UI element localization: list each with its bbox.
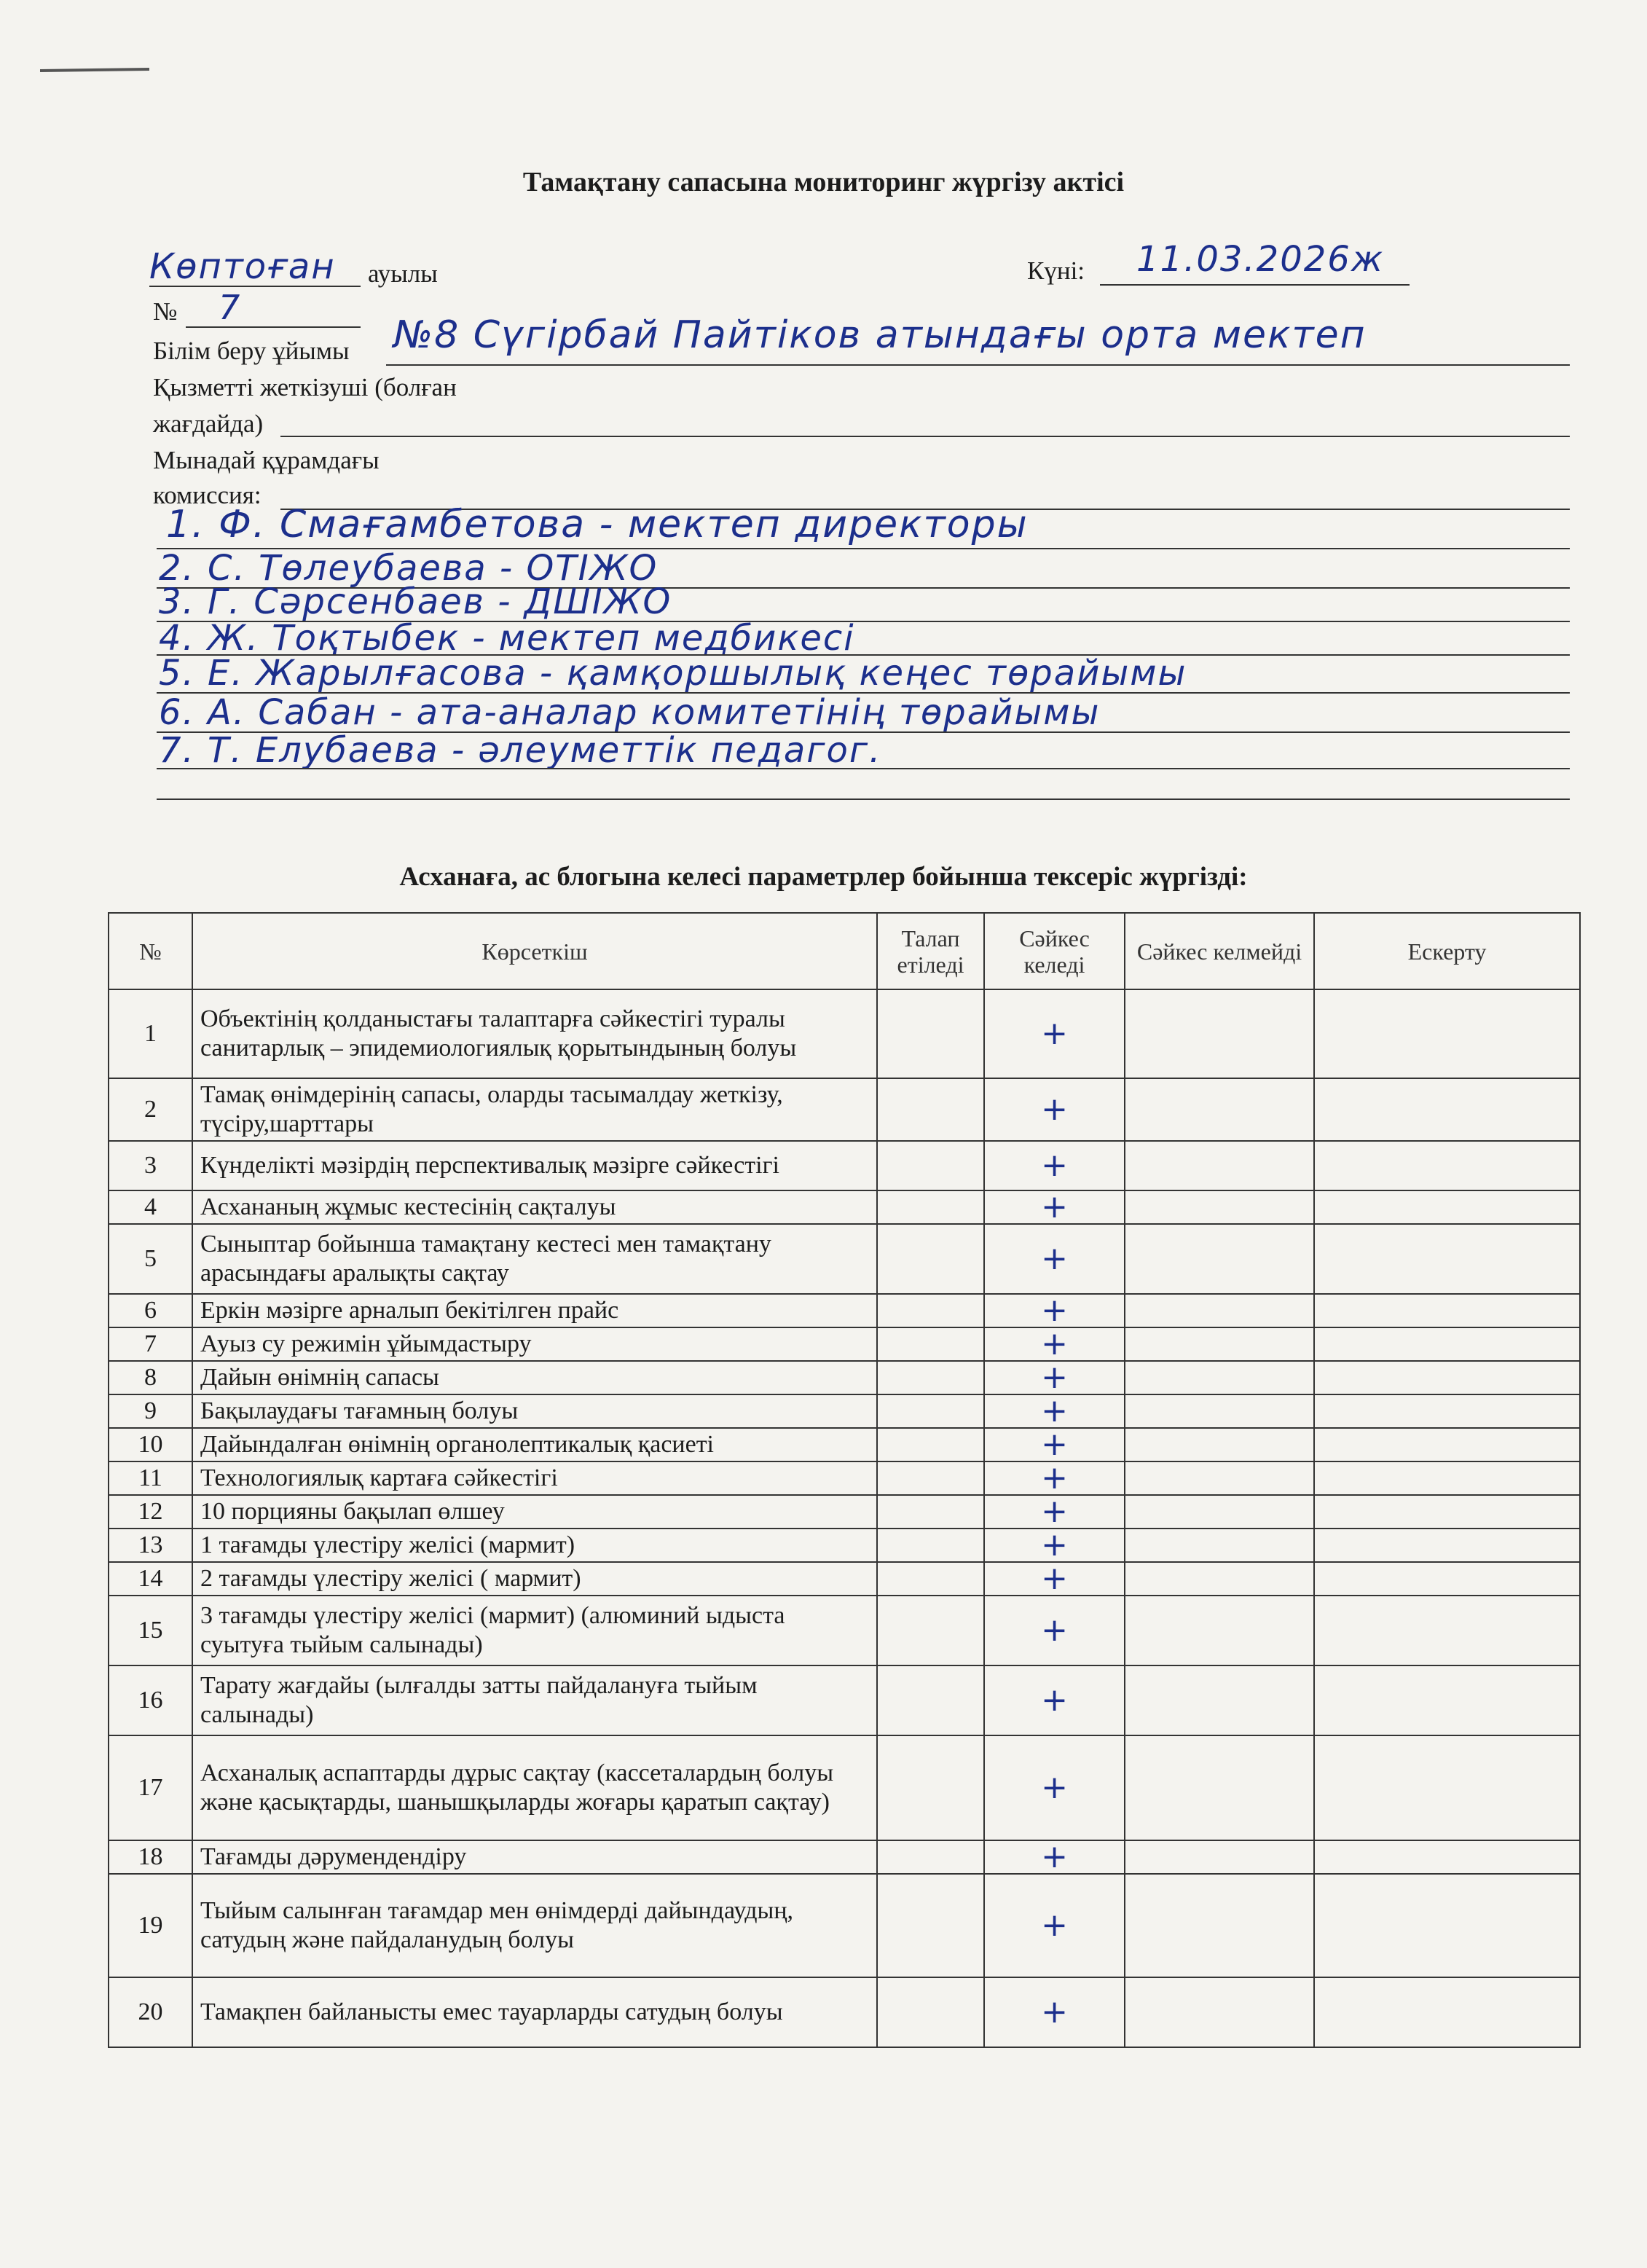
row-number: 18 <box>109 1840 192 1874</box>
row-note-cell <box>1314 1190 1580 1224</box>
header-number: № <box>109 913 192 989</box>
row-indicator: Дайындалған өнімнің органолептикалық қасиеті <box>192 1428 877 1461</box>
row-indicator: 3 тағамды үлестіру желісі (мармит) (алюминий ыдыста суытуға тыйым салынады) <box>192 1596 877 1665</box>
row-indicator: Тағамды дәрумендендіру <box>192 1840 877 1874</box>
row-number: 11 <box>109 1461 192 1495</box>
row-noncompliant-cell <box>1125 1078 1314 1141</box>
row-number: 3 <box>109 1141 192 1190</box>
row-required-cell <box>877 1327 984 1361</box>
row-indicator: Технологиялық картаға сәйкестігі <box>192 1461 877 1495</box>
document-title: Тамақтану сапасына мониторинг жүргізу актісі <box>522 167 1125 197</box>
table-header-row <box>109 913 1580 989</box>
row-compliant-mark: + <box>984 1428 1125 1461</box>
commission-member-7: 7. Т. Елубаева - әлеуметтік педагог. <box>159 730 882 771</box>
table-row <box>109 1495 1580 1529</box>
row-note-cell <box>1314 1428 1580 1461</box>
number-label: № <box>153 297 178 326</box>
row-note-cell <box>1314 1224 1580 1294</box>
row-required-cell <box>877 1294 984 1327</box>
row-compliant-mark: + <box>984 1977 1125 2047</box>
row-required-cell <box>877 1735 984 1840</box>
row-noncompliant-cell <box>1125 1562 1314 1596</box>
row-indicator: Асхананың жұмыс кестесінің сақталуы <box>192 1190 877 1224</box>
row-noncompliant-cell <box>1125 1394 1314 1428</box>
row-required-cell <box>877 1461 984 1495</box>
commission-label-2: комиссия: <box>153 481 262 509</box>
row-number: 2 <box>109 1078 192 1141</box>
village-value: Көптоған <box>149 246 336 287</box>
row-compliant-mark: + <box>984 1735 1125 1840</box>
org-value: №8 Сүгірбай Пайтіков атындағы орта мектеп <box>393 313 1367 357</box>
header-indicator: Көрсеткіш <box>192 913 877 989</box>
row-note-cell <box>1314 1294 1580 1327</box>
inspection-table <box>108 912 1581 2048</box>
row-compliant-mark: + <box>984 1190 1125 1224</box>
row-compliant-mark: + <box>984 1361 1125 1394</box>
table-row <box>109 1190 1580 1224</box>
row-number: 7 <box>109 1327 192 1361</box>
org-label: Білім беру ұйымы <box>153 337 350 365</box>
row-required-cell <box>877 1078 984 1141</box>
row-indicator: 2 тағамды үлестіру желісі ( мармит) <box>192 1562 877 1596</box>
row-noncompliant-cell <box>1125 1190 1314 1224</box>
supplier-underline <box>280 436 1570 437</box>
row-note-cell <box>1314 1840 1580 1874</box>
supplier-label-1: Қызметті жеткізуші (болған <box>153 373 457 401</box>
row-number: 20 <box>109 1977 192 2047</box>
row-compliant-mark: + <box>984 1665 1125 1735</box>
row-compliant-mark: + <box>984 1461 1125 1495</box>
row-note-cell <box>1314 1665 1580 1735</box>
table-row <box>109 1665 1580 1735</box>
row-note-cell <box>1314 1141 1580 1190</box>
org-underline <box>386 364 1570 366</box>
row-indicator: Бақылаудағы тағамның болуы <box>192 1394 877 1428</box>
row-note-cell <box>1314 1874 1580 1977</box>
table-row <box>109 1327 1580 1361</box>
number-value: 7 <box>219 288 242 327</box>
table-row <box>109 1394 1580 1428</box>
row-compliant-mark: + <box>984 1529 1125 1562</box>
row-number: 12 <box>109 1495 192 1529</box>
row-noncompliant-cell <box>1125 1224 1314 1294</box>
table-row <box>109 989 1580 1078</box>
row-noncompliant-cell <box>1125 1495 1314 1529</box>
supplier-label-2: жағдайда) <box>153 409 264 438</box>
row-noncompliant-cell <box>1125 1977 1314 2047</box>
row-note-cell <box>1314 1394 1580 1428</box>
row-note-cell <box>1314 1495 1580 1529</box>
row-noncompliant-cell <box>1125 1294 1314 1327</box>
row-compliant-mark: + <box>984 1840 1125 1874</box>
row-note-cell <box>1314 1735 1580 1840</box>
row-noncompliant-cell <box>1125 1361 1314 1394</box>
table-row <box>109 1428 1580 1461</box>
row-compliant-mark: + <box>984 1596 1125 1665</box>
row-compliant-mark: + <box>984 1224 1125 1294</box>
row-number: 8 <box>109 1361 192 1394</box>
row-compliant-mark: + <box>984 1394 1125 1428</box>
row-required-cell <box>877 1495 984 1529</box>
row-note-cell <box>1314 1977 1580 2047</box>
row-indicator: Тамақ өнімдерінің сапасы, оларды тасымалдау жеткізу, түсіру,шарттары <box>192 1078 877 1141</box>
row-required-cell <box>877 1977 984 2047</box>
row-compliant-mark: + <box>984 1874 1125 1977</box>
row-required-cell <box>877 1190 984 1224</box>
date-label: Күні: <box>1027 256 1085 285</box>
row-compliant-mark: + <box>984 1141 1125 1190</box>
staple-mark <box>40 66 149 76</box>
row-indicator: Тамақпен байланысты емес тауарларды сатудың болуы <box>192 1977 877 2047</box>
commission-member-4: 4. Ж. Тоқтыбек - мектеп медбикесі <box>159 618 855 659</box>
row-number: 6 <box>109 1294 192 1327</box>
row-required-cell <box>877 1394 984 1428</box>
commission-member-2: 2. С. Төлеубаева - ОТІЖО <box>159 548 659 589</box>
row-noncompliant-cell <box>1125 1665 1314 1735</box>
row-number: 1 <box>109 989 192 1078</box>
village-underline <box>149 286 361 287</box>
row-indicator: Күнделікті мәзірдің перспективалық мәзірге сәйкестігі <box>192 1141 877 1190</box>
header-compliant: Сәйкес келеді <box>984 913 1125 989</box>
table-row <box>109 1735 1580 1840</box>
row-note-cell <box>1314 989 1580 1078</box>
commission-member-6: 6. А. Сабан - ата-аналар комитетінің төрайымы <box>159 692 1101 733</box>
row-compliant-mark: + <box>984 1495 1125 1529</box>
header-note: Ескерту <box>1314 913 1580 989</box>
row-noncompliant-cell <box>1125 1327 1314 1361</box>
row-noncompliant-cell <box>1125 1840 1314 1874</box>
row-noncompliant-cell <box>1125 1141 1314 1190</box>
row-note-cell <box>1314 1529 1580 1562</box>
row-required-cell <box>877 1141 984 1190</box>
table-row <box>109 1874 1580 1977</box>
row-number: 5 <box>109 1224 192 1294</box>
row-compliant-mark: + <box>984 1562 1125 1596</box>
village-label: ауылы <box>368 259 438 288</box>
commission-line-7 <box>157 768 1570 769</box>
row-indicator: Сыныптар бойынша тамақтану кестесі мен тамақтану арасындағы аралықты сақтау <box>192 1224 877 1294</box>
row-required-cell <box>877 1874 984 1977</box>
table-row <box>109 1294 1580 1327</box>
row-compliant-mark: + <box>984 1078 1125 1141</box>
row-required-cell <box>877 1529 984 1562</box>
row-note-cell <box>1314 1596 1580 1665</box>
number-underline <box>186 326 361 328</box>
table-row <box>109 1529 1580 1562</box>
row-required-cell <box>877 989 984 1078</box>
row-required-cell <box>877 1361 984 1394</box>
table-row <box>109 1461 1580 1495</box>
row-required-cell <box>877 1562 984 1596</box>
row-noncompliant-cell <box>1125 1596 1314 1665</box>
row-number: 17 <box>109 1735 192 1840</box>
row-required-cell <box>877 1224 984 1294</box>
row-number: 10 <box>109 1428 192 1461</box>
row-number: 13 <box>109 1529 192 1562</box>
table-row <box>109 1078 1580 1141</box>
row-required-cell <box>877 1840 984 1874</box>
row-required-cell <box>877 1596 984 1665</box>
row-note-cell <box>1314 1078 1580 1141</box>
table-body <box>109 989 1580 2047</box>
header-noncompliant: Сәйкес келмейді <box>1125 913 1314 989</box>
row-indicator: Тарату жағдайы (ылғалды затты пайдалануға тыйым салынады) <box>192 1665 877 1735</box>
row-indicator: 10 порцияны бақылап өлшеу <box>192 1495 877 1529</box>
header-required: Талап етіледі <box>877 913 984 989</box>
row-note-cell <box>1314 1327 1580 1361</box>
row-indicator: 1 тағамды үлестіру желісі (мармит) <box>192 1529 877 1562</box>
table-row <box>109 1224 1580 1294</box>
row-noncompliant-cell <box>1125 1874 1314 1977</box>
row-compliant-mark: + <box>984 989 1125 1078</box>
row-noncompliant-cell <box>1125 1461 1314 1495</box>
row-note-cell <box>1314 1361 1580 1394</box>
row-required-cell <box>877 1665 984 1735</box>
row-indicator: Еркін мәзірге арналып бекітілген прайс <box>192 1294 877 1327</box>
row-compliant-mark: + <box>984 1294 1125 1327</box>
table-row <box>109 1596 1580 1665</box>
row-indicator: Дайын өнімнің сапасы <box>192 1361 877 1394</box>
inspection-subtitle: Асханаға, ас блогына келесі параметрлер бойынша тексеріс жүргізді: <box>399 862 1248 892</box>
row-noncompliant-cell <box>1125 1735 1314 1840</box>
row-note-cell <box>1314 1562 1580 1596</box>
table-row <box>109 1840 1580 1874</box>
row-number: 9 <box>109 1394 192 1428</box>
table-row <box>109 1977 1580 2047</box>
commission-member-1: 1. Ф. Смағамбетова - мектеп директоры <box>166 503 1029 546</box>
row-compliant-mark: + <box>984 1327 1125 1361</box>
table-row <box>109 1361 1580 1394</box>
row-noncompliant-cell <box>1125 1428 1314 1461</box>
row-number: 14 <box>109 1562 192 1596</box>
row-noncompliant-cell <box>1125 989 1314 1078</box>
row-indicator: Объектінің қолданыстағы талаптарға сәйкестігі туралы санитарлық – эпидемиологиялық қорытындының болуы <box>192 989 877 1078</box>
date-value: 11.03.2026ж <box>1136 239 1385 280</box>
row-required-cell <box>877 1428 984 1461</box>
row-note-cell <box>1314 1461 1580 1495</box>
row-number: 16 <box>109 1665 192 1735</box>
row-number: 15 <box>109 1596 192 1665</box>
table-row <box>109 1141 1580 1190</box>
table-row <box>109 1562 1580 1596</box>
commission-line-8 <box>157 798 1570 800</box>
commission-label-1: Мынадай құрамдағы <box>153 446 380 474</box>
row-indicator: Ауыз су режимін ұйымдастыру <box>192 1327 877 1361</box>
date-underline <box>1100 284 1410 286</box>
commission-member-5: 5. Е. Жарылғасова - қамқоршылық кеңес төрайымы <box>159 653 1187 694</box>
row-number: 4 <box>109 1190 192 1224</box>
row-noncompliant-cell <box>1125 1529 1314 1562</box>
commission-member-3: 3. Г. Сәрсенбаев - ДШІЖО <box>159 581 672 622</box>
row-indicator: Асханалық аспаптарды дұрыс сақтау (кассеталардың болуы және қасықтарды, шанышқыларды жоғары қаратып сақтау) <box>192 1735 877 1840</box>
row-number: 19 <box>109 1874 192 1977</box>
row-indicator: Тыйым салынған тағамдар мен өнімдерді дайындаудың, сатудың және пайдаланудың болуы <box>192 1874 877 1977</box>
